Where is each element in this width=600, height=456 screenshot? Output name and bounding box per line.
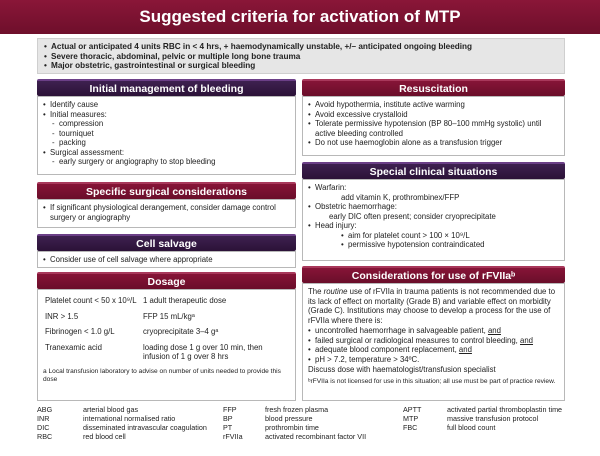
abbreviation-entry: PT prothrombin time xyxy=(223,423,319,432)
table-row xyxy=(43,325,290,341)
dosage-value: loading dose 1 g over 10 min, then infusion of 1 g over 8 hrs xyxy=(143,342,263,361)
list-item: • Surgical assessment: xyxy=(43,148,290,158)
list-item: • pH > 7.2, temperature > 34ºC. xyxy=(308,355,559,365)
abbreviation-entry: RBC red blood cell xyxy=(37,432,126,441)
list-subitem: - tourniquet xyxy=(43,129,290,139)
dosage-table xyxy=(43,294,290,366)
special-situations-box xyxy=(302,179,565,261)
list-item: • Initial measures: xyxy=(43,110,290,120)
rfviia-footnote: ᵇrFVIIa is not licensed for use in this situation; all use must be part of practice review. xyxy=(308,377,556,385)
dosage-value: FFP 15 mL/kgᵃ xyxy=(143,311,195,321)
list-item: • Warfarin: xyxy=(308,183,559,193)
list-subitem: - packing xyxy=(43,138,290,148)
list-subitem: - compression xyxy=(43,119,290,129)
list-subitem: early DIC often present; consider cryoprecipitate xyxy=(329,211,496,221)
initial-management-heading: Initial management of bleeding xyxy=(37,79,296,96)
list-item: • failed surgical or radiological measures to control bleeding, and xyxy=(308,336,559,346)
special-situations-heading: Special clinical situations xyxy=(302,162,565,179)
abbreviation-entry: MTP massive transfusion protocol xyxy=(403,414,539,423)
list-item: • uncontrolled haemorrhage in salvageable patient, and xyxy=(308,326,559,336)
rfviia-heading: Considerations for use of rFVIIaᵇ xyxy=(302,266,565,283)
list-subitem: - early surgery or angiography to stop bleeding xyxy=(43,157,290,167)
list-item: • If significant physiological derangement, consider damage control surgery or angiography xyxy=(43,203,290,222)
abbreviation-column xyxy=(223,405,403,451)
abbreviation-entry: rFVIIa activated recombinant factor VII xyxy=(223,432,367,441)
list-item: • Identify cause xyxy=(43,100,290,110)
list-subitem: add vitamin K, prothrombinex/FFP xyxy=(341,192,460,202)
table-row xyxy=(43,341,290,366)
criteria-item: • Severe thoracic, abdominal, pelvic or multiple long bone trauma xyxy=(44,52,558,62)
abbreviation-entry: DIC disseminated intravascular coagulation xyxy=(37,423,207,432)
abbreviation-entry: FBC full blood count xyxy=(403,423,496,432)
dosage-value: cryoprecipitate 3–4 gᵃ xyxy=(143,327,219,336)
abbreviation-entry: FFP fresh frozen plasma xyxy=(223,405,329,414)
table-row xyxy=(43,294,290,310)
cell-salvage-box xyxy=(37,251,296,268)
dosage-label: Tranexamic acid xyxy=(45,342,102,352)
rfviia-discuss: Discuss dose with haematologist/transfusion specialist xyxy=(308,365,496,374)
criteria-item: • Actual or anticipated 4 units RBC in < 4 hrs, + haemodynamically unstable, +/– anticipated ongoing bleeding xyxy=(44,42,558,52)
list-item: • Do not use haemoglobin alone as a transfusion trigger xyxy=(308,138,559,148)
activation-criteria xyxy=(37,38,565,74)
dosage-label: Fibrinogen < 1.0 g/L xyxy=(45,327,115,336)
dosage-label: Platelet count < 50 x 10⁹/L xyxy=(45,296,137,305)
abbreviations xyxy=(37,405,597,451)
list-item: • Avoid hypothermia, institute active warming xyxy=(308,100,559,110)
dosage-footnote: a Local transfusion laboratory to advise on number of units needed to provide this dose xyxy=(43,367,281,383)
surgical-considerations-box xyxy=(37,199,296,228)
list-item: • Head injury: xyxy=(308,221,559,231)
list-item: • adequate blood component replacement, and xyxy=(308,345,559,355)
list-item: • Consider use of cell salvage where appropriate xyxy=(43,255,290,265)
abbreviation-column xyxy=(37,405,223,451)
resuscitation-heading: Resuscitation xyxy=(302,79,565,96)
abbreviation-column xyxy=(403,405,583,451)
abbreviation-entry: ABG arterial blood gas xyxy=(37,405,139,414)
criteria-item: • Major obstetric, gastrointestinal or surgical bleeding xyxy=(44,61,558,71)
list-item: • Tolerate permissive hypotension (BP 80–100 mmHg systolic) until active bleeding controlled xyxy=(308,119,559,138)
resuscitation-box xyxy=(302,96,565,156)
dosage-heading: Dosage xyxy=(37,272,296,289)
cell-salvage-heading: Cell salvage xyxy=(37,234,296,251)
dosage-box xyxy=(37,289,296,401)
table-row xyxy=(43,310,290,326)
page-title: Suggested criteria for activation of MTP xyxy=(0,0,600,34)
dosage-value: 1 adult therapeutic dose xyxy=(143,296,227,305)
rfviia-box xyxy=(302,283,565,401)
list-item: • Avoid excessive crystalloid xyxy=(308,110,559,120)
list-subitem: • permissive hypotension contraindicated xyxy=(308,240,559,250)
list-subitem: • aim for platelet count > 100 × 10⁹/L xyxy=(308,231,559,241)
list-item: • Obstetric haemorrhage: xyxy=(308,202,559,212)
abbreviation-entry: APTT activated partial thromboplastin time xyxy=(403,405,563,414)
abbreviation-entry: BP blood pressure xyxy=(223,414,313,423)
rfviia-intro: The routine use of rFVIIa in trauma patients is not recommended due to its lack of effect on mortality (Grade B) and variable effect on morbidity (Grade C). Institutions may choose to develop a process for the use of rFVIIa where there is: xyxy=(308,287,556,325)
surgical-considerations-heading: Specific surgical considerations xyxy=(37,182,296,199)
initial-management-box xyxy=(37,96,296,175)
dosage-label: INR > 1.5 xyxy=(45,311,79,321)
abbreviation-entry: INR international normalised ratio xyxy=(37,414,176,423)
